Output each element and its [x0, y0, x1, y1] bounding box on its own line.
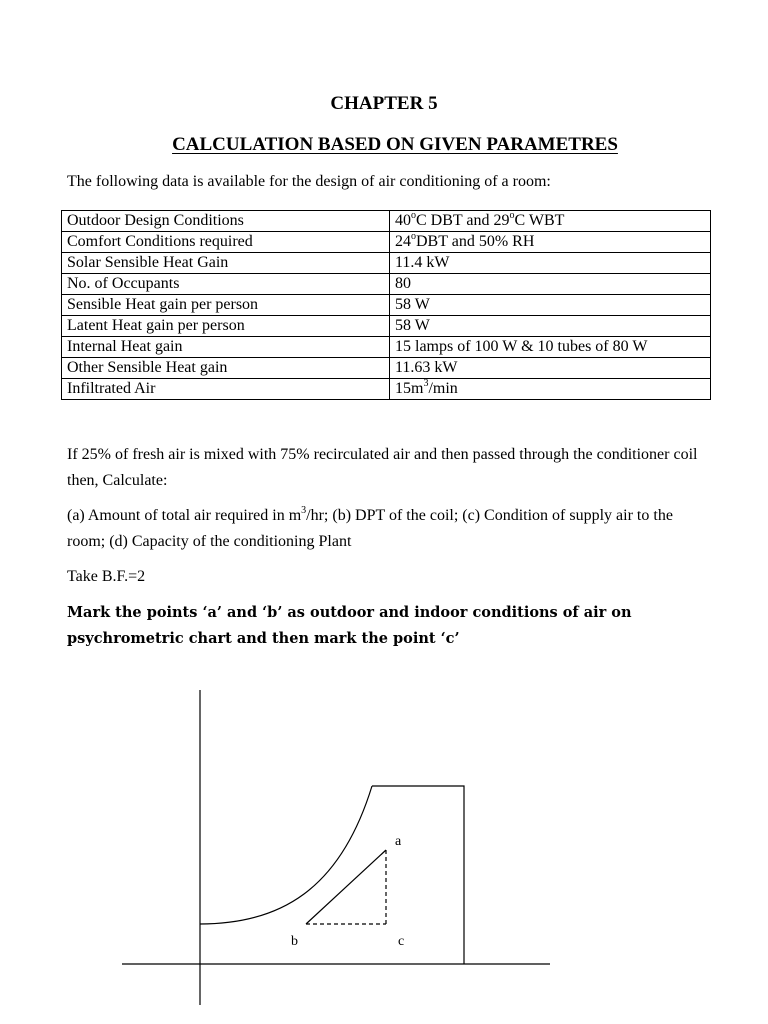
table-row: [62, 295, 711, 316]
parameter-label: Latent Heat gain per person: [62, 316, 390, 337]
parameter-value: 80: [390, 274, 711, 295]
table-row: [62, 379, 711, 400]
parameter-value: 58 W: [390, 316, 711, 337]
questions-text: (a) Amount of total air required in $m^3/hr$; (b) DPT of the coil; (c) Condition of supply air to the room; (d) Capacity of the conditioning Plant: [67, 504, 673, 550]
process-line-a-b: [306, 850, 386, 924]
table-row: [62, 358, 711, 379]
bypass-factor-text: Take B.F.=2: [67, 568, 146, 585]
table-row: [62, 232, 711, 253]
table-row: [62, 337, 711, 358]
parameter-value: 11.4 kW: [390, 253, 711, 274]
saturation-curve: [200, 786, 372, 924]
intro-text: The following data is available for the design of air conditioning of a room:: [67, 173, 551, 190]
parameter-label: Other Sensible Heat gain: [62, 358, 390, 379]
parameter-label: Internal Heat gain: [62, 337, 390, 358]
problem-statement: If 25% of fresh air is mixed with 75% recirculated air and then passed through the conditioner coil then, Calculate:: [67, 446, 698, 489]
point-label-b: b: [291, 934, 298, 949]
page-title: CALCULATION BASED ON GIVEN PARAMETRES: [172, 134, 618, 155]
parameter-value: 15 lamps of 100 W & 10 tubes of 80 W: [390, 337, 711, 358]
parameters-table: [61, 210, 711, 400]
parameter-value: 40$^o$C DBT and 29$^o$C WBT: [390, 211, 711, 232]
parameter-label: Comfort Conditions required: [62, 232, 390, 253]
parameter-value: 11.63 kW: [390, 358, 711, 379]
chapter-heading: CHAPTER 5: [330, 93, 438, 114]
point-label-c: c: [398, 934, 405, 949]
table-row: [62, 274, 711, 295]
point-label-a: a: [395, 834, 402, 849]
parameter-label: Sensible Heat gain per person: [62, 295, 390, 316]
table-row: [62, 316, 711, 337]
table-row: [62, 211, 711, 232]
parameter-label: Solar Sensible Heat Gain: [62, 253, 390, 274]
parameter-label: No. of Occupants: [62, 274, 390, 295]
parameter-value: $15m^3/\min$: [390, 379, 711, 400]
instruction-text: Mark the points ‘a’ and ‘b’ as outdoor and indoor conditions of air on psychrometric chart and then mark the point ‘c’: [67, 604, 632, 647]
parameter-label: Infiltrated Air: [62, 379, 390, 400]
psychrometric-diagram: [110, 680, 560, 1010]
table-row: [62, 253, 711, 274]
parameter-label: Outdoor Design Conditions: [62, 211, 390, 232]
parameter-value: 58 W: [390, 295, 711, 316]
parameter-value: 24$^o$DBT and 50% RH: [390, 232, 711, 253]
